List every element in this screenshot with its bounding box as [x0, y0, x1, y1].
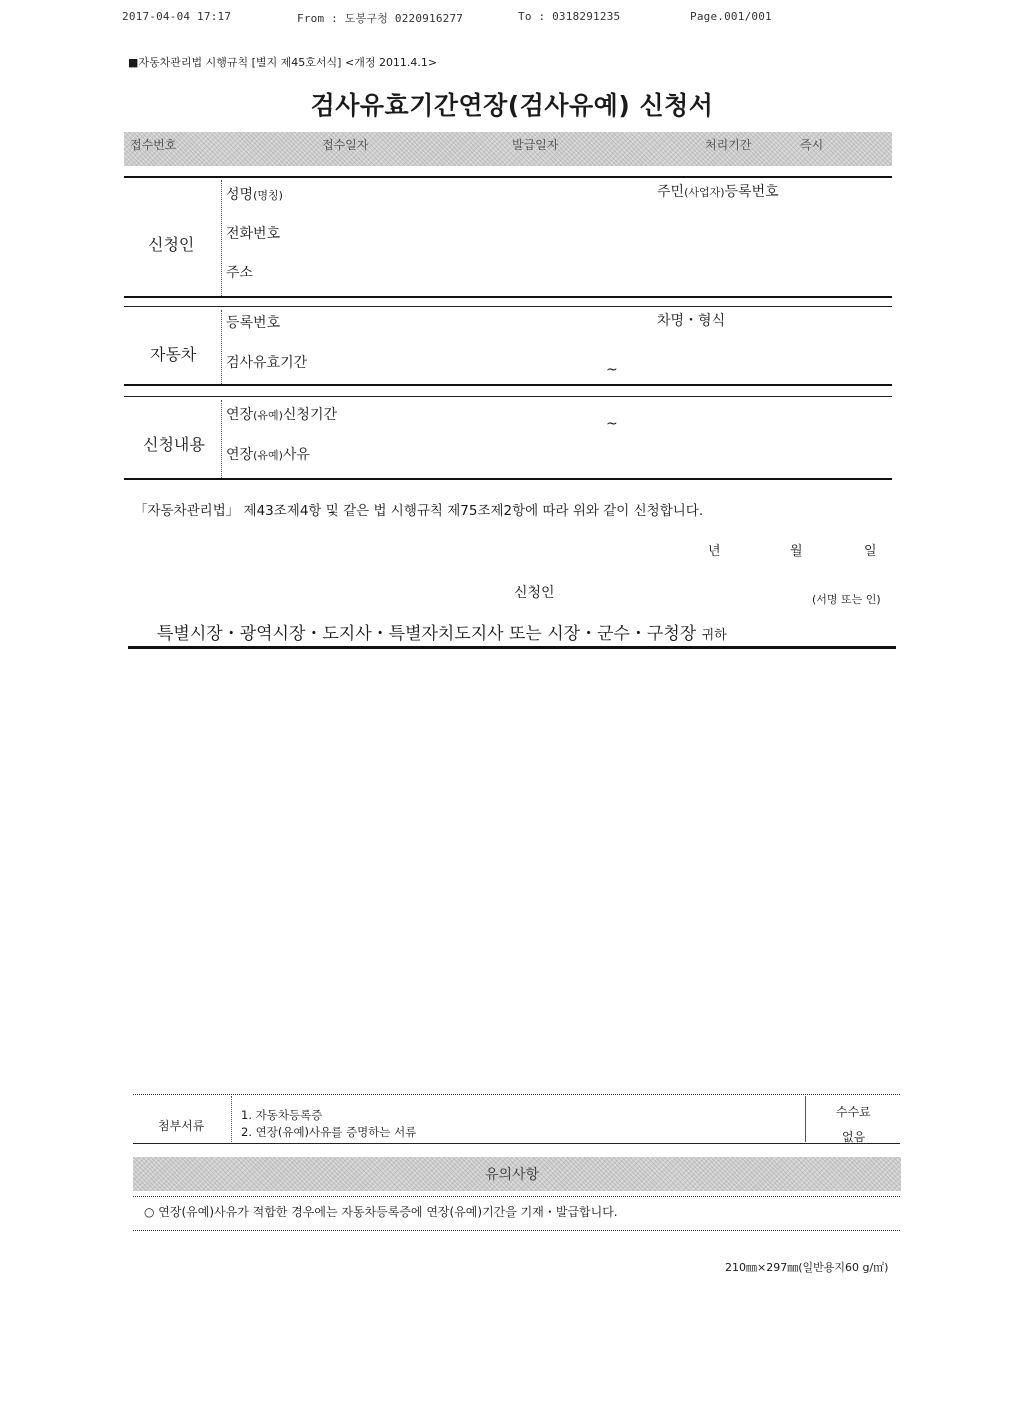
registration-number-label: 등록번호: [226, 315, 281, 331]
rule-attachments-bottom: [133, 1143, 900, 1144]
fax-datetime: 2017-04-04 17:17: [122, 10, 232, 23]
date-year-label: 년: [708, 544, 721, 559]
extension-period-suffix: 신청기간: [282, 407, 338, 423]
form-reference: ■자동차관리법 시행규칙 [별지 제45호서식] <개정 2011.4.1>: [128, 56, 438, 69]
vehicle-model-label: 차명・형식: [657, 313, 726, 329]
validity-period-label: 검사유효기간: [226, 355, 308, 371]
applicant-sign-label: 신청인: [514, 585, 555, 601]
extension-period-label: [226, 404, 337, 424]
rule-attachments-top: [133, 1094, 900, 1095]
request-section-label: 신청내용: [143, 435, 205, 454]
rule-vehicle-top: [124, 306, 892, 307]
divider-request: [221, 400, 222, 478]
form-title: 검사유효기간연장(검사유예) 신청서: [310, 91, 714, 120]
divider-applicant: [221, 180, 222, 296]
date-day-label: 일: [864, 544, 877, 559]
phone-field-label: 전화번호: [226, 226, 281, 242]
vehicle-section-label: 자동차: [150, 345, 197, 364]
receipt-number-label: 접수번호: [130, 138, 177, 152]
addressee-suffix: 귀하: [701, 628, 727, 643]
fax-to: To : 0318291235: [518, 10, 621, 23]
addressee-main: 특별시장・광역시장・도지사・특별자치도지사 또는 시장・군수・구청장: [157, 624, 697, 644]
application-statement: 「자동차관리법」 제43조제4항 및 같은 법 시행규칙 제75조제2항에 따라 위와 같이 신청합니다.: [134, 503, 704, 519]
rule-applicant-top: [124, 176, 892, 178]
resident-id-label-suffix: 등록번호: [724, 184, 779, 200]
attachments-label: 첨부서류: [158, 1119, 205, 1133]
rule-addressee: [128, 646, 896, 649]
address-field-label: 주소: [226, 265, 254, 281]
rule-applicant-bottom: [124, 296, 892, 298]
name-label-sub: (명칭): [253, 189, 283, 202]
extension-reason-prefix: 연장: [226, 447, 254, 463]
notice-title: 유의사항: [484, 1167, 540, 1183]
divider-attachments: [231, 1096, 232, 1142]
rule-notice-bottom: [133, 1230, 900, 1231]
extension-period-sub: (유예): [253, 409, 283, 422]
resident-id-label-prefix: 주민: [657, 184, 685, 200]
attachment-item-2: 2. 연장(유예)사유를 증명하는 서류: [241, 1125, 417, 1139]
attachment-item-1: 1. 자동차등록증: [241, 1108, 323, 1122]
processing-period-value: 즉시: [800, 138, 824, 152]
rule-request-top: [124, 396, 892, 397]
extension-reason-label: [226, 444, 310, 464]
divider-fee: [805, 1096, 806, 1142]
divider-vehicle: [221, 310, 222, 384]
name-field-label: [226, 184, 283, 204]
rule-request-bottom: [124, 478, 892, 480]
extension-reason-suffix: 사유: [282, 447, 310, 463]
name-label-main: 성명: [226, 187, 254, 203]
fax-page: Page.001/001: [690, 10, 772, 23]
validity-range-mark: ~: [606, 362, 618, 378]
applicant-section-label: 신청인: [148, 235, 195, 254]
fee-label: 수수료: [836, 1105, 871, 1119]
fax-from: From : 도봉구청 0220916277: [297, 12, 464, 25]
addressee: [157, 619, 727, 644]
issue-date-label: 발급일자: [512, 138, 559, 152]
extension-reason-sub: (유예): [253, 449, 283, 462]
paper-spec: 210㎜×297㎜(일반용지60 g/㎡): [725, 1261, 889, 1274]
signature-note: (서명 또는 인): [812, 593, 881, 606]
date-month-label: 월: [790, 544, 803, 559]
resident-id-label-sub: (사업자): [684, 186, 725, 199]
rule-notice-top: [133, 1196, 900, 1197]
receipt-bar: [124, 132, 892, 166]
extension-period-prefix: 연장: [226, 407, 254, 423]
resident-id-field-label: [657, 181, 779, 201]
receipt-date-label: 접수일자: [322, 138, 369, 152]
processing-period-label: 처리기간: [705, 138, 752, 152]
extension-range-mark: ~: [606, 416, 618, 432]
fee-value: 없음: [842, 1130, 866, 1144]
notice-item: ○ 연장(유예)사유가 적합한 경우에는 자동차등록증에 연장(유예)기간을 기재・발급합니다.: [144, 1205, 618, 1219]
rule-vehicle-bottom: [124, 384, 892, 386]
